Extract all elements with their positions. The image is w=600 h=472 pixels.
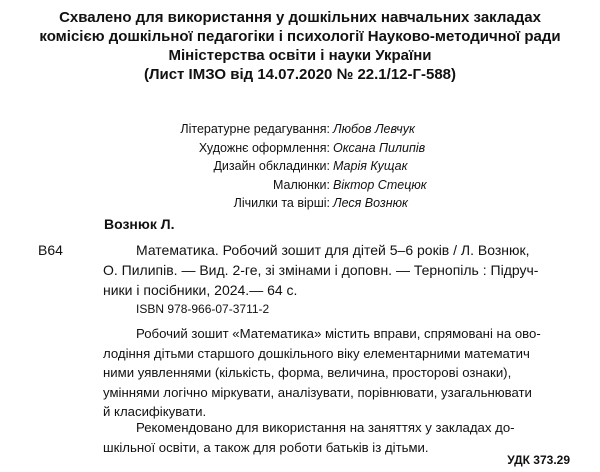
recommendation [103,418,578,457]
biblio-line: О. Пилипів. — Вид. 2-ге, зі змінами і доповн. — Тернопіль : Підруч- [103,262,539,278]
approval-line: Схвалено для використання у дошкільних навчальних закладах [59,9,541,26]
credit-label: Лічилки та вірші: [233,196,330,210]
approval-line: Міністерства освіти і науки України [168,47,432,64]
credit-value: Любов Левчук [333,122,415,136]
annotation-line: ними уявленнями (кількість, форма, величина, просторові ознаки), [103,365,512,380]
approval-line: комісією дошкільної педагогіки і психології Науково-методичної ради [39,28,561,45]
isbn: ISBN 978-966-07-3711-2 [136,302,270,316]
recommendation-line: Рекомендовано для використання на заняттях у закладах до- [136,420,515,435]
credit-row-cover-design [0,157,600,176]
biblio-line: Математика. Робочий зошит для дітей 5–6 років / Л. Вознюк, [136,242,530,258]
annotation-line: лодіння дітьми старшого дошкільного віку елементарними математич [103,345,530,361]
udk-code: УДК 373.29 [507,453,570,467]
approval-statement [0,8,600,84]
author-heading: Вознюк Л. [104,216,175,232]
biblio-line: ники і посібники, 2024.— 64 с. [103,282,298,298]
bibliographic-description [103,240,573,300]
credits-list [0,120,600,213]
credit-row-editing [0,120,600,139]
classification-code: В64 [38,242,63,258]
annotation-line: й класифікувати. [103,404,207,419]
credit-label: Літературне редагування: [180,122,330,136]
credit-value: Леся Вознюк [333,196,408,210]
annotation [103,324,578,422]
annotation-line: Робочий зошит «Математика» містить вправи, спрямовані на ово- [136,326,541,341]
credit-row-art-design [0,139,600,158]
credit-label: Художнє оформлення: [198,140,330,155]
credit-row-rhymes [0,194,600,213]
credit-value: Марія Кущак [333,159,408,173]
approval-line: (Лист ІМЗО від 14.07.2020 № 22.1/12-Г-588) [143,66,457,83]
credit-label: Малюнки: [272,177,330,192]
credit-row-illustrations [0,176,600,195]
credit-value: Віктор Стецюк [333,177,427,192]
recommendation-line: шкільної освіти, а також для роботи батьків із дітьми. [103,439,429,455]
credit-value: Оксана Пилипів [333,140,426,155]
annotation-line: уміннями логічно міркувати, аналізувати, порівнювати, узагальнювати [103,384,532,400]
credit-label: Дизайн обкладинки: [213,159,330,173]
